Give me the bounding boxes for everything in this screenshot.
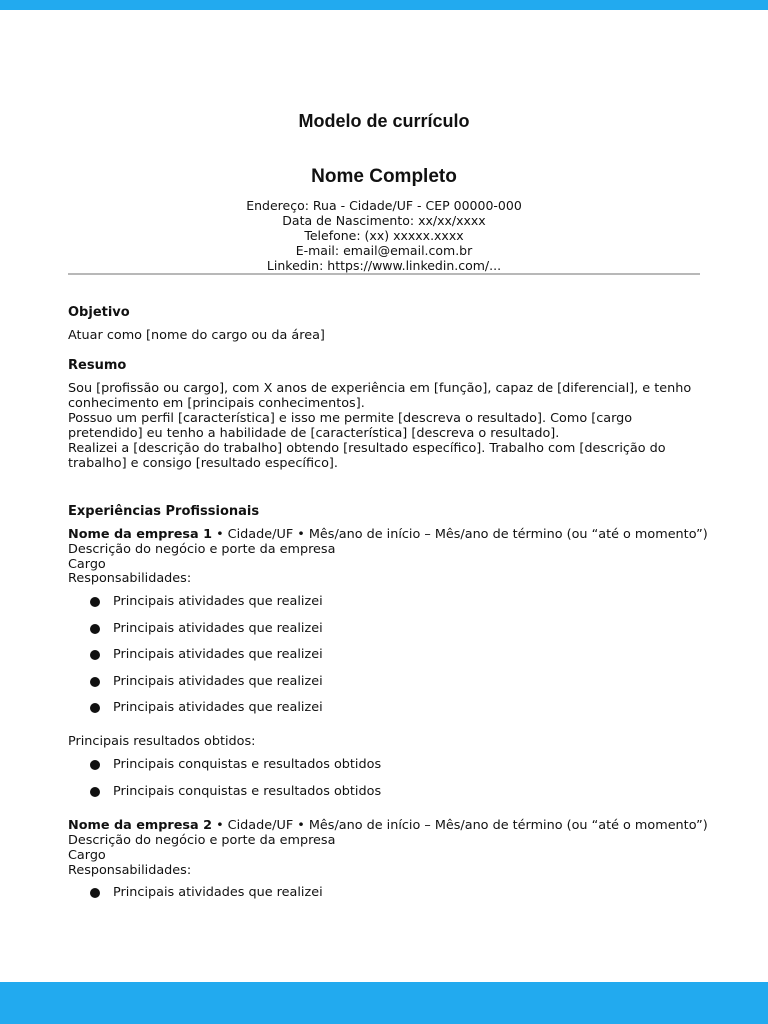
bullet-icon [90, 888, 100, 898]
company-description: Descrição do negócio e porte da empresa [68, 833, 336, 848]
responsibilities-label: Responsabilidades: [68, 571, 192, 586]
list-item [90, 594, 323, 621]
top-accent-bar [0, 0, 768, 10]
results-label: Principais resultados obtidos: [68, 734, 256, 749]
list-item-text: Principais atividades que realizei [113, 594, 323, 609]
job-header [68, 527, 708, 542]
job-header [68, 818, 708, 833]
list-item-text: Principais atividades que realizei [113, 885, 323, 900]
list-item-text: Principais atividades que realizei [113, 700, 323, 716]
header-divider [68, 273, 700, 275]
summary-heading: Resumo [68, 358, 127, 373]
bullet-icon [90, 650, 100, 660]
bullet-icon [90, 597, 100, 607]
list-item [90, 674, 323, 701]
results-list [90, 757, 381, 810]
list-item [90, 700, 323, 727]
list-item-text: Principais conquistas e resultados obtidos [113, 757, 382, 772]
objective-text: Atuar como [nome do cargo ou da área] [68, 328, 325, 343]
list-item-text: Principais atividades que realizei [113, 647, 323, 663]
birthdate-line: Data de Nascimento: xx/xx/xxxx [282, 213, 486, 228]
list-item-text: Principais atividades que realizei [113, 620, 323, 636]
linkedin-line: Linkedin: https://www.linkedin.com/... [266, 258, 502, 273]
objective-heading: Objetivo [68, 305, 130, 320]
experience-heading: Experiências Profissionais [68, 504, 260, 519]
bullet-icon [90, 787, 100, 797]
document-title: Modelo de currículo [298, 111, 470, 131]
bullet-icon [90, 624, 100, 634]
responsibilities-label: Responsabilidades: [68, 863, 192, 878]
email-line: E-mail: email@email.com.br [295, 243, 473, 258]
list-item [90, 784, 381, 811]
bullet-icon [90, 703, 100, 713]
responsibilities-list [90, 594, 323, 727]
summary-text [68, 381, 708, 471]
list-item [90, 621, 323, 648]
company-name: Nome da empresa 2 [68, 818, 212, 833]
list-item [90, 757, 381, 784]
address-line: Endereço: Rua - Cidade/UF - CEP 00000-000 [246, 198, 522, 213]
job-role: Cargo [68, 557, 106, 572]
summary-paragraph: Sou [profissão ou cargo], com X anos de experiência em [função], capaz de [diferencial], e tenho conhecimento em [principais conhecimentos]. [68, 381, 692, 411]
bottom-accent-bar [0, 982, 768, 1024]
list-item [90, 647, 323, 674]
summary-paragraph: Realizei a [descrição do trabalho] obtendo [resultado específico]. Trabalho com [descrição do trabalho] e consigo [resultado específico]. [68, 441, 666, 471]
company-description: Descrição do negócio e porte da empresa [68, 542, 336, 557]
company-name: Nome da empresa 1 [68, 527, 212, 542]
list-item-text: Principais atividades que realizei [113, 673, 323, 689]
responsibilities-list [90, 885, 323, 912]
bullet-icon [90, 677, 100, 687]
contact-block [68, 198, 700, 273]
bullet-icon [90, 760, 100, 770]
list-item [90, 885, 323, 912]
job-role: Cargo [68, 848, 106, 863]
summary-paragraph: Possuo um perfil [característica] e isso me permite [descreva o resultado]. Como [cargo pretendido] eu tenho a habilidade de [característica] [descreva o resultado]. [68, 411, 633, 441]
list-item-text: Principais conquistas e resultados obtidos [113, 783, 382, 799]
job-details: • Cidade/UF • Mês/ano de início – Mês/ano de término (ou “até o momento”) [212, 527, 708, 542]
full-name: Nome Completo [311, 166, 457, 187]
job-details: • Cidade/UF • Mês/ano de início – Mês/ano de término (ou “até o momento”) [212, 818, 708, 833]
phone-line: Telefone: (xx) xxxxx.xxxx [304, 228, 464, 243]
